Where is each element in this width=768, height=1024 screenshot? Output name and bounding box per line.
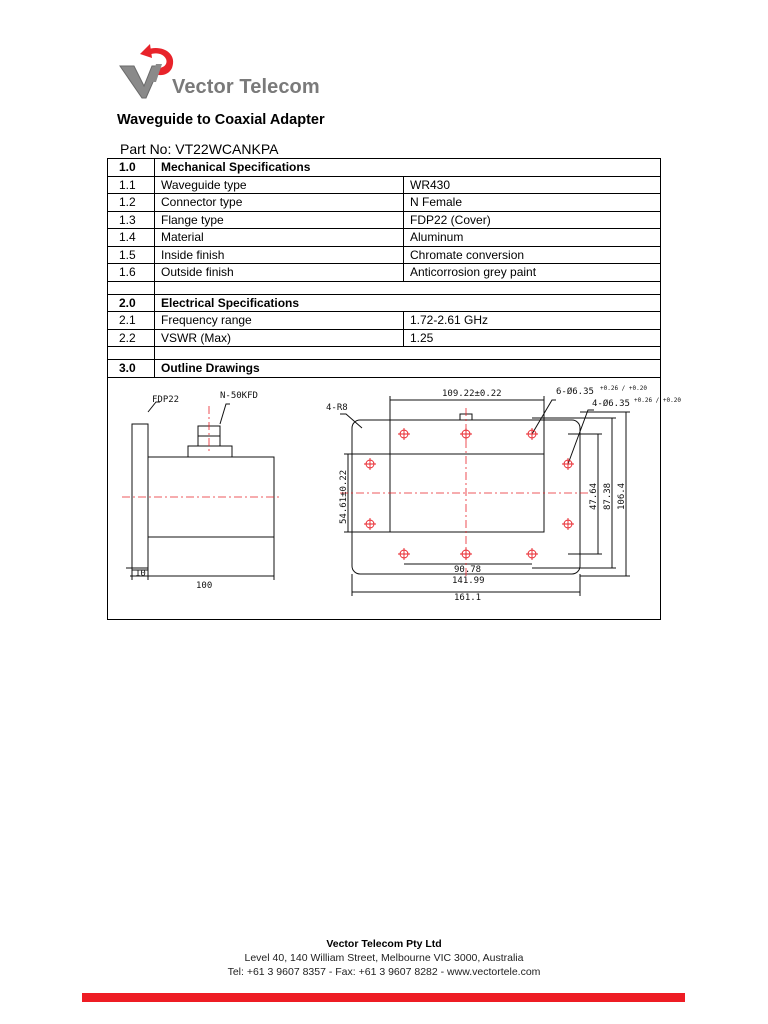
- footer-company: Vector Telecom Pty Ltd: [326, 938, 442, 950]
- spec-value: Aluminum: [404, 229, 661, 247]
- section-number: 3.0: [108, 360, 155, 378]
- spec-name: VSWR (Max): [155, 329, 404, 347]
- spec-value: 1.25: [404, 329, 661, 347]
- drawing-cell: [108, 377, 681, 619]
- dim-b1: 90.78: [454, 564, 482, 575]
- dim-left: 54.61±0.22: [339, 469, 349, 524]
- holes-top-label: 6-Ø6.35: [556, 386, 594, 397]
- section-number: 1.0: [108, 159, 155, 177]
- footer-red-bar: [82, 993, 685, 1002]
- spec-number: 1.4: [108, 229, 155, 247]
- blank-cell: [155, 347, 661, 360]
- spec-number: 2.2: [108, 329, 155, 347]
- dim-r1: 47.64: [589, 482, 599, 510]
- dim-top: 109.22±0.22: [442, 388, 502, 399]
- part-number: Part No: VT22WCANKPA: [120, 141, 279, 157]
- spec-name: Waveguide type: [155, 176, 404, 194]
- spec-table: [107, 158, 681, 620]
- spec-row: [108, 194, 661, 212]
- spec-value: FDP22 (Cover): [404, 211, 661, 229]
- section-heading-row: [108, 294, 661, 312]
- spec-number: 2.1: [108, 312, 155, 330]
- spec-number: 1.2: [108, 194, 155, 212]
- spec-row: [108, 246, 661, 264]
- dim-r3: 106.4: [617, 482, 627, 510]
- connector-label: N-50KFD: [220, 390, 258, 401]
- logo-mark: [116, 42, 176, 102]
- section-number: 2.0: [108, 294, 155, 312]
- blank-row: [108, 347, 661, 360]
- spec-name: Flange type: [155, 211, 404, 229]
- spec-value: 1.72-2.61 GHz: [404, 312, 661, 330]
- spec-value: N Female: [404, 194, 661, 212]
- spec-row: [108, 176, 661, 194]
- section-heading-row: [108, 159, 661, 177]
- corner-label: 4-R8: [326, 402, 348, 413]
- holes-side-label: 4-Ø6.35: [592, 398, 630, 409]
- dim-b2: 141.99: [452, 575, 485, 586]
- dim-r2: 87.38: [603, 482, 613, 510]
- spec-number: 1.1: [108, 176, 155, 194]
- blank-cell: [108, 347, 155, 360]
- outline-drawing: [108, 378, 681, 616]
- section-heading: Electrical Specifications: [155, 294, 661, 312]
- spec-number: 1.3: [108, 211, 155, 229]
- connector-base: [188, 446, 232, 457]
- spec-number: 1.5: [108, 246, 155, 264]
- spec-value: Anticorrosion grey paint: [404, 264, 661, 282]
- spec-name: Frequency range: [155, 312, 404, 330]
- blank-row: [108, 281, 661, 294]
- spec-row: [108, 312, 661, 330]
- spec-name: Outside finish: [155, 264, 404, 282]
- footer-contact: Tel: +61 3 9607 8357 - Fax: +61 3 9607 8282 - www.vectortele.com: [227, 966, 541, 978]
- dim-length: 100: [196, 580, 213, 591]
- spec-value: WR430: [404, 176, 661, 194]
- spec-row: [108, 329, 661, 347]
- dim-b3: 161.1: [454, 592, 482, 603]
- drawing-row: [108, 377, 661, 619]
- section-heading: Mechanical Specifications: [155, 159, 661, 177]
- section-heading: Outline Drawings: [155, 360, 661, 378]
- spec-name: Connector type: [155, 194, 404, 212]
- spec-number: 1.6: [108, 264, 155, 282]
- dim-flange: 10: [135, 568, 146, 579]
- section-heading-row: [108, 360, 661, 378]
- holes-side-tol: +0.26 / +0.20: [634, 396, 681, 404]
- spec-value: Chromate conversion: [404, 246, 661, 264]
- logo-text: Vector Telecom: [172, 76, 320, 98]
- footer-address: Level 40, 140 William Street, Melbourne VIC 3000, Australia: [244, 952, 524, 964]
- spec-row: [108, 229, 661, 247]
- spec-name: Material: [155, 229, 404, 247]
- mounting-holes: [364, 428, 574, 560]
- flange-label: FDP22: [152, 394, 180, 405]
- spec-name: Inside finish: [155, 246, 404, 264]
- blank-cell: [108, 281, 155, 294]
- company-logo: [116, 42, 356, 102]
- blank-cell: [155, 281, 661, 294]
- holes-top-tol: +0.26 / +0.20: [600, 384, 647, 392]
- spec-row: [108, 264, 661, 282]
- document-title: Waveguide to Coaxial Adapter: [117, 112, 325, 128]
- spec-row: [108, 211, 661, 229]
